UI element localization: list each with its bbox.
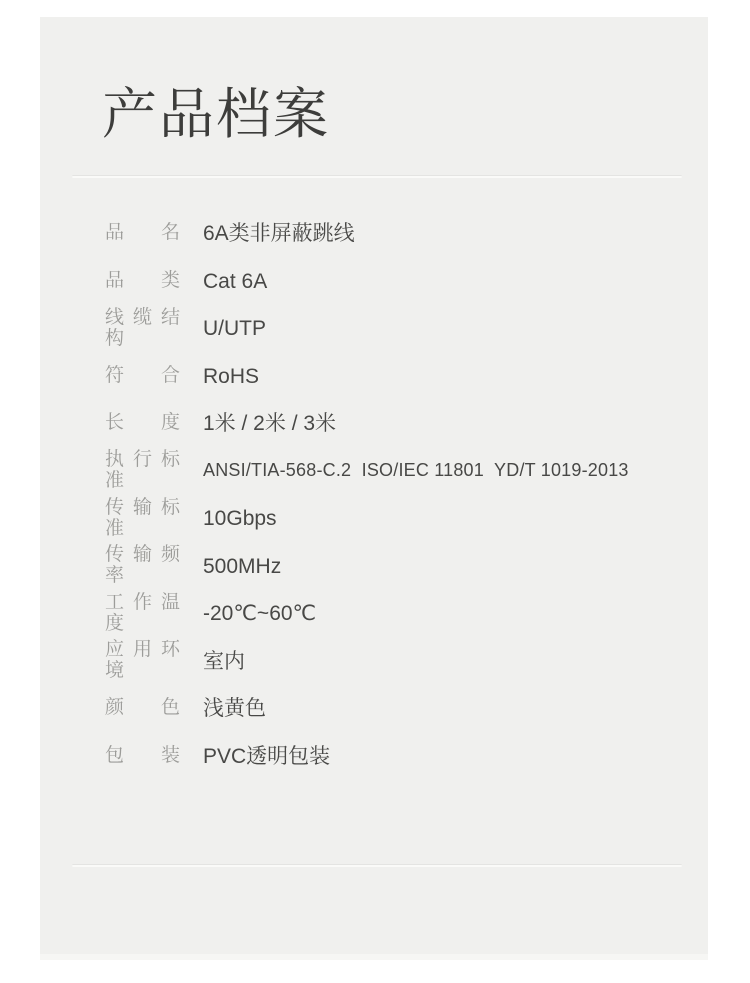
spec-row-length [105,400,685,448]
spec-label: 执行标准 [105,449,180,492]
spec-row-transmission-standard [105,495,685,543]
spec-value: 浅黄色 [203,697,266,721]
spec-label: 符合 [105,364,180,386]
spec-value: 室内 [203,649,245,673]
spec-value: 1米 / 2米 / 3米 [203,412,337,436]
spec-value: 6A类非屏蔽跳线 [203,222,355,246]
spec-row-category [105,258,685,306]
spec-value: ANSI/TIA-568-C.2 ISO/IEC 11801 YD/T 1019-2013 [203,460,629,481]
spec-row-standards [105,448,685,496]
spec-label: 品名 [105,222,180,244]
spec-value: -20℃~60℃ [203,602,317,626]
spec-panel [40,17,708,960]
spec-row-packaging [105,733,685,781]
bottom-divider [72,864,682,867]
spec-value: RoHS [203,364,260,388]
spec-label: 应用环境 [105,639,180,682]
spec-row-operating-temperature [105,590,685,638]
spec-row-product-name [105,210,685,258]
spec-label: 线缆结构 [105,306,180,349]
spec-row-environment [105,638,685,686]
spec-value: 10Gbps [203,507,277,531]
spec-value: PVC透明包装 [203,744,331,768]
spec-value: Cat 6A [203,269,268,293]
title-divider [72,175,682,178]
spec-row-compliance [105,353,685,401]
spec-label: 长度 [105,412,180,434]
spec-label: 传输频率 [105,544,180,587]
spec-row-frequency [105,543,685,591]
spec-label: 传输标准 [105,496,180,539]
spec-label: 品类 [105,269,180,291]
page-title: 产品档案 [102,83,331,145]
spec-label: 工作温度 [105,591,180,634]
spec-row-color [105,685,685,733]
spec-list [105,210,685,780]
spec-label: 包装 [105,744,180,766]
spec-value: U/UTP [203,317,266,341]
spec-label: 颜色 [105,697,180,719]
spec-value: 500MHz [203,554,282,578]
spec-row-cable-structure [105,305,685,353]
